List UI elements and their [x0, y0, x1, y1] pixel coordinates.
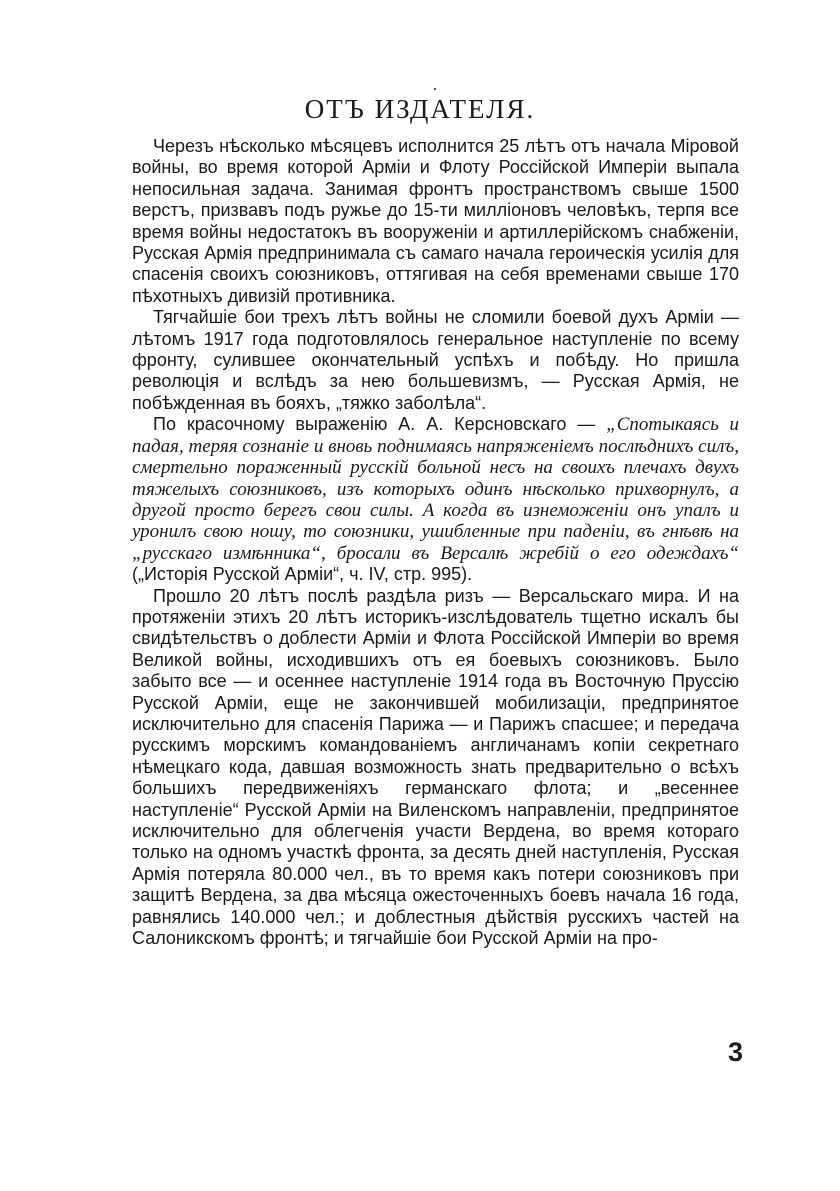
page-number: 3 — [728, 1037, 744, 1067]
paragraph-1: Черезъ нѣсколько мѣсяцевъ исполнится 25 лѣтъ отъ начала Мiровой войны, во время которой Арміи и Флоту Россійской Имперіи выпала непосильная задача. Занимая фронтъ пространствомъ свыше 1500 верстъ, призвавъ подъ ружье до 15-ти милліоновъ человѣкъ, терпя все время войны недостатокъ въ вооруженіи и артиллерійскомъ снабженіи, Русская Армія предпринимала съ самаго начала героическія усилія для спасенія своихъ союзниковъ, оттягивая на себя временами свыше 170 пѣхотныхъ дивизій противника. — [132, 136, 739, 306]
page-title: ОТЪ ИЗДАТЕЛЯ. — [304, 94, 536, 124]
title-ink-dot — [434, 88, 436, 90]
quote-intro: По красочному выраженію А. А. Керсновскаго — — [153, 414, 607, 435]
paragraph-2: Тягчайшіе бои трехъ лѣтъ войны не сломили боевой духъ Арміи — лѣтомъ 1917 года подготовлялось генеральное наступленіе по всему фронту, сулившее окончательный успѣхъ и побѣду. Но пришла революція и вслѣдъ за нею большевизмъ, — Русская Армія, не побѣжденная въ бояхъ, „тяжко заболѣла“. — [132, 307, 739, 413]
paragraph-4: Прошло 20 лѣтъ послѣ раздѣла ризъ — Версальскаго мира. И на протяженіи этихъ 20 лѣтъ историкъ-изслѣдователь тщетно искалъ бы свидѣтельствъ о доблести Арміи и Флота Россійской Имперіи во время Великой войны, исходившихъ отъ ея боевыхъ союзниковъ. Было забыто все — и осеннее наступленіе 1914 года въ Восточную Пруссію Русской Арміи, еще не закончившей мобилизаціи, предпринятое исключительно для спасенія Парижа — и Парижъ спасшее; и передача русскимъ морскимъ командованіемъ англичанамъ копіи секретнаго нѣмецкаго кода, давшая возможность знать предварительно о всѣхъ большихъ передвиженіяхъ германскаго флота; и „весеннее наступленіе“ Русской Арміи на Виленскомъ направленіи, предпринятое исключительно для облегченія участи Вердена, во время котораго только на одномъ участкѣ фронта, за десять дней наступленія, Русская Армія потеряла 80.000 чел., въ то время какъ потери союзниковъ при защитѣ Вердена, за два мѣсяца ожесточенныхъ боевъ начала 16 года, равнялись 140.000 чел.; и доблестныя дѣйствія русскихъ частей на Салоникскомъ фронтѣ; и тягчайшіе бои Русской Арміи на про- — [132, 585, 739, 949]
paragraph-3 — [132, 414, 739, 585]
quote-source: („Исторія Русской Арміи“, ч. IV, стр. 995). — [132, 564, 473, 585]
kersnovsky-quote: „Спотыкаясь и падая, теряя сознаніе и вновь поднимаясь напряженіемъ послѣднихъ силъ, смертельно пораженный русскій больной несъ на своихъ плечахъ двухъ тяжелыхъ союзниковъ, изъ которыхъ одинъ нѣсколько прихворнулъ, а другой просто берегъ свои силы. А когда въ изнеможеніи онъ упалъ и уронилъ свою ношу, то союзники, ушибленные при паденіи, въ гнѣвѣ на „русскаго измѣнника“, бросали въ Версалѣ жребій о его одеждахъ“ — [132, 414, 739, 564]
body-text — [132, 136, 739, 949]
